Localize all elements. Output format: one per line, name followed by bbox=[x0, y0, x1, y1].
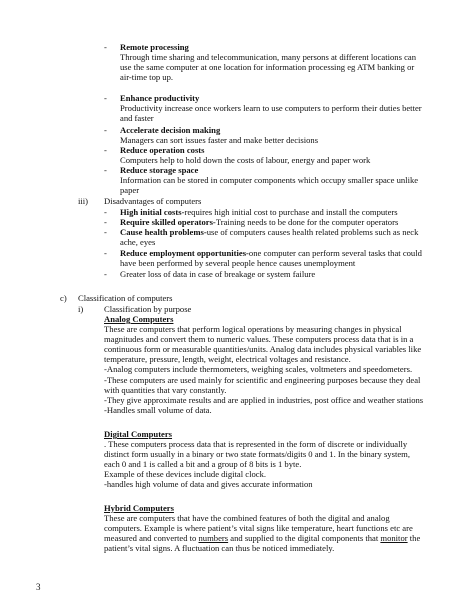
digital-text: distinct form usually in a binary or two state formats/digits 0 and 1. In the binary system, bbox=[104, 449, 410, 460]
hybrid-text-segment: and supplied to the digital components that bbox=[228, 533, 381, 544]
hybrid-underlined-word: monitor bbox=[380, 533, 408, 544]
disadvantage-item bbox=[104, 217, 464, 227]
hybrid-underlined-word: numbers bbox=[198, 533, 229, 544]
list-dash: - bbox=[104, 207, 107, 217]
advantage-item bbox=[104, 42, 464, 93]
list-numeral: i) bbox=[78, 304, 84, 314]
list-dash: - bbox=[104, 227, 107, 237]
list-dash: - bbox=[104, 217, 107, 227]
advantage-text: use the same computer at one location for information processing eg ATM banking or bbox=[120, 62, 415, 73]
advantage-item bbox=[104, 165, 464, 196]
advantage-title: Reduce operation costs bbox=[120, 145, 205, 155]
analog-text: These are computers that perform logical operations by measuring changes in physical bbox=[104, 324, 402, 335]
disadvantage-text: one computer can perform several tasks that could bbox=[248, 248, 422, 258]
advantage-title: Reduce storage space bbox=[120, 165, 199, 175]
analog-text: with quantities that vary constantly. bbox=[104, 384, 227, 395]
hybrid-section bbox=[104, 503, 466, 553]
disadvantage-text: Training needs to be done for the computer operators bbox=[215, 217, 399, 227]
disadvantage-title: Reduce employment opportunities- bbox=[120, 248, 249, 258]
analog-text: -These computers are used mainly for scientific and engineering purposes because they deal bbox=[104, 374, 421, 385]
analog-text: -Analog computers include thermometers, weighing scales, voltmeters and speedometers. bbox=[104, 364, 413, 375]
advantage-text: Managers can sort issues faster and make better decisions bbox=[120, 135, 319, 146]
advantage-item bbox=[104, 145, 464, 165]
subsection-heading: Classification by purpose bbox=[104, 304, 192, 314]
analog-section bbox=[104, 314, 466, 415]
analog-text: magnitudes and convert them to numeric values. These computers process data that is in a bbox=[104, 334, 414, 345]
analog-title: Analog Computers bbox=[104, 314, 174, 324]
hybrid-text bbox=[104, 533, 466, 543]
disadvantage-text: Greater loss of data in case of breakage or system failure bbox=[120, 269, 316, 279]
advantage-text: Computers help to hold down the costs of labour, energy and paper work bbox=[120, 155, 371, 166]
advantage-title: Enhance productivity bbox=[120, 93, 200, 103]
digital-text: . These computers process data that is represented in the form of discrete or individually bbox=[104, 439, 408, 450]
advantages-list bbox=[104, 42, 464, 196]
analog-text: continuous form or measurable quantities/units. Analog data includes physical variables like bbox=[104, 344, 422, 355]
page-number: 3 bbox=[36, 582, 41, 592]
disadvantage-title: Cause health problems- bbox=[120, 227, 207, 237]
disadvantages-list bbox=[104, 207, 464, 279]
disadvantage-text: have been performed by several people hence causes unemployment bbox=[120, 258, 356, 269]
disadvantage-text: ache, eyes bbox=[120, 237, 156, 248]
list-dash: - bbox=[104, 93, 107, 103]
disadvantage-item bbox=[104, 269, 464, 279]
disadvantage-title: High initial costs- bbox=[120, 207, 185, 217]
advantage-text: Productivity increase once workers learn to use computers to perform their duties better bbox=[120, 103, 422, 114]
advantage-text: Through time sharing and telecommunication, many persons at different locations can bbox=[120, 52, 417, 63]
section-letter: c) bbox=[60, 293, 67, 303]
digital-section bbox=[104, 429, 466, 490]
advantage-text: air-time top up. bbox=[120, 72, 174, 83]
advantage-text: Information can be stored in computer components which occupy smaller space unlike bbox=[120, 175, 419, 186]
list-numeral: iii) bbox=[78, 196, 89, 206]
disadvantage-text: use of computers causes health related problems such as neck bbox=[206, 227, 419, 237]
hybrid-text: patient’s vital signs. A fluctuation can thus be noticed immediately. bbox=[104, 543, 335, 554]
section-heading: Classification of computers bbox=[78, 293, 173, 303]
advantage-text: and faster bbox=[120, 113, 154, 124]
section-heading: Disadvantages of computers bbox=[104, 196, 202, 206]
analog-text: temperature, pressure, length, weight, electrical voltages and resistance. bbox=[104, 354, 351, 365]
digital-text: -handles high volume of data and gives accurate information bbox=[104, 479, 313, 490]
hybrid-text-segment: measured and converted to bbox=[104, 533, 199, 544]
advantage-item bbox=[104, 125, 464, 145]
hybrid-text: These are computers that have the combined features of both the digital and analog bbox=[104, 513, 390, 524]
disadvantage-text: requires high initial cost to purchase and install the computers bbox=[184, 207, 398, 217]
advantage-title: Accelerate decision making bbox=[120, 125, 221, 135]
advantage-title: Remote processing bbox=[120, 42, 189, 52]
disadvantage-title: Require skilled operators- bbox=[120, 217, 216, 227]
list-dash: - bbox=[104, 165, 107, 175]
disadvantage-item bbox=[104, 227, 464, 248]
list-dash: - bbox=[104, 248, 107, 258]
advantage-text: paper bbox=[120, 185, 140, 196]
analog-text: -Handles small volume of data. bbox=[104, 404, 212, 415]
list-dash: - bbox=[104, 269, 107, 279]
hybrid-text-segment: the bbox=[407, 533, 421, 544]
list-dash: - bbox=[104, 145, 107, 155]
list-dash: - bbox=[104, 125, 107, 135]
digital-title: Digital Computers bbox=[104, 429, 173, 439]
analog-text: -They give approximate results and are applied in industries, post office and weather stations bbox=[104, 394, 424, 405]
advantage-item bbox=[104, 93, 464, 125]
digital-text: Example of these devices include digital clock. bbox=[104, 469, 267, 480]
disadvantage-item bbox=[104, 207, 464, 217]
list-dash: - bbox=[104, 42, 107, 52]
disadvantage-item bbox=[104, 248, 464, 269]
digital-text: each 0 and 1 is called a bit and a group of 8 bits is 1 byte. bbox=[104, 459, 302, 470]
hybrid-title: Hybrid Computers bbox=[104, 503, 174, 513]
hybrid-text: computers. Example is where patient’s vital signs like temperature, heart functions etc are bbox=[104, 523, 413, 534]
